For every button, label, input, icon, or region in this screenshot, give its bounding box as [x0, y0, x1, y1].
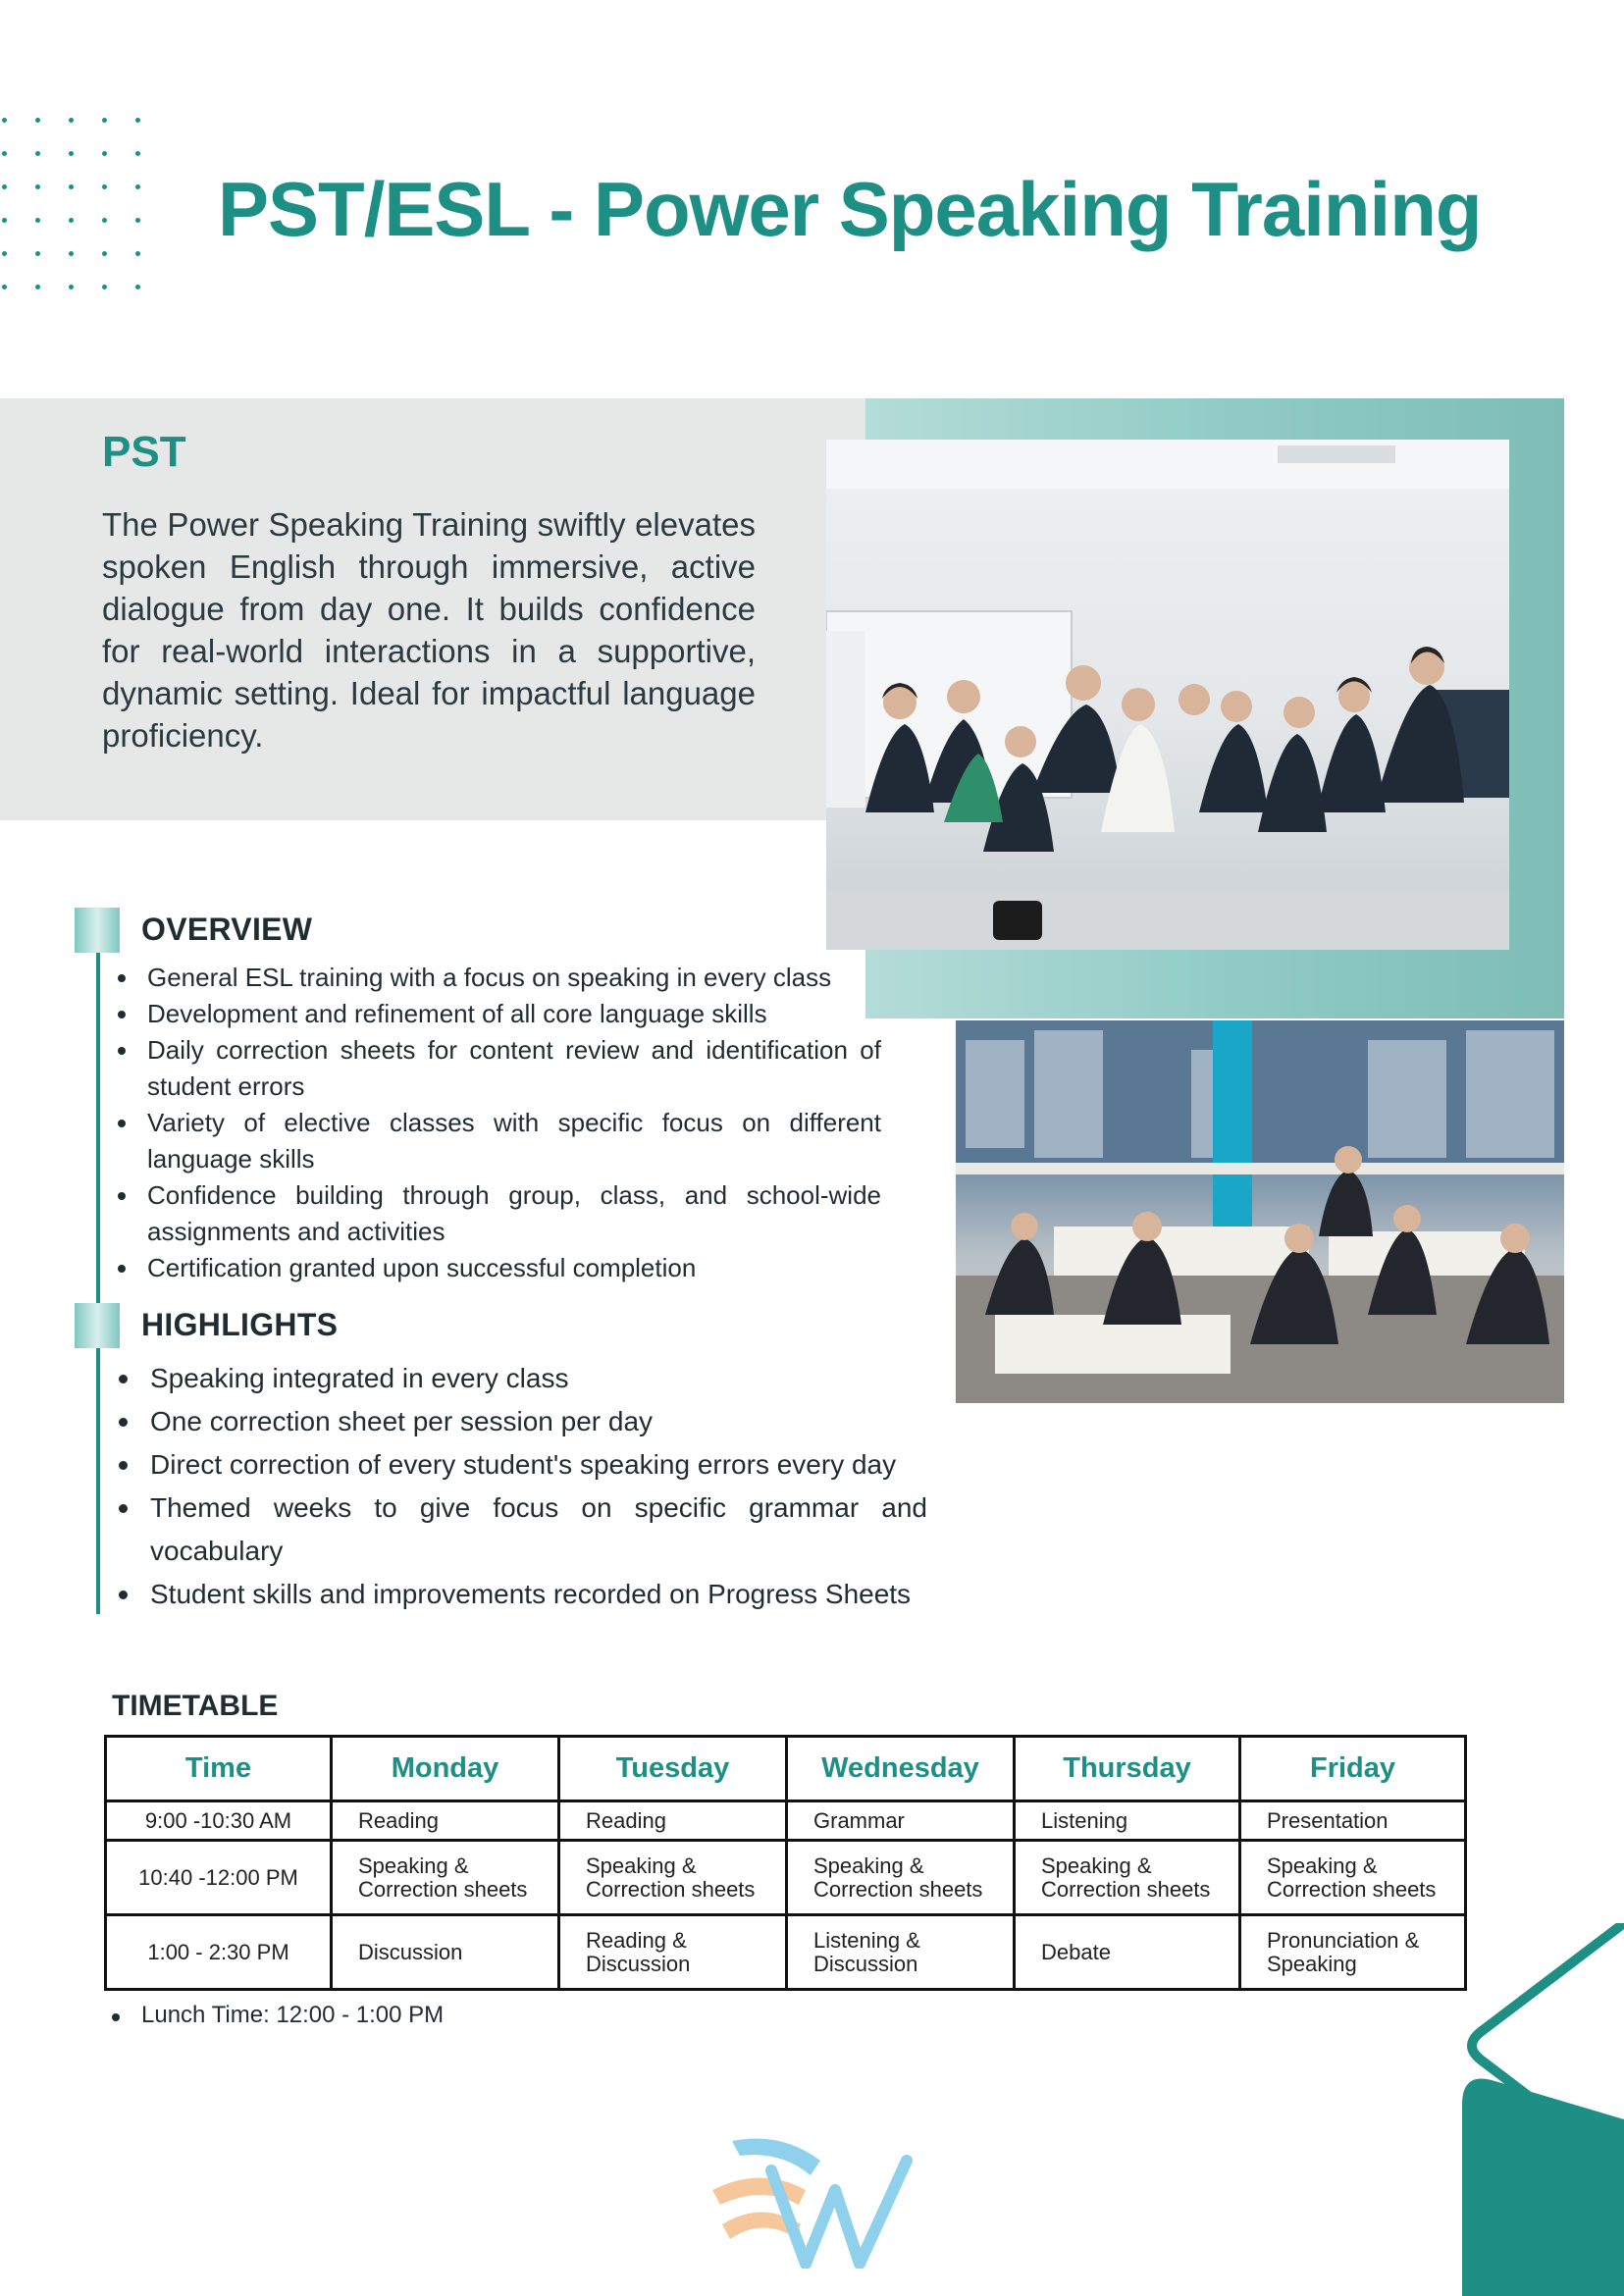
table-cell: Speaking & Correction sheets [332, 1841, 559, 1915]
lunch-note-text: Lunch Time: 12:00 - 1:00 PM [141, 2002, 445, 2028]
overview-list [147, 960, 881, 1286]
table-cell: Reading & Discussion [559, 1915, 787, 1990]
dot-grid-decoration [0, 118, 147, 294]
overview-item: Variety of elective classes with specific focus on different language skills [147, 1105, 881, 1177]
header-cell: Thursday [1015, 1737, 1240, 1801]
overview-item: Certification granted upon successful completion [147, 1250, 881, 1286]
highlights-item: Direct correction of every student's speaking errors every day [150, 1443, 927, 1487]
highlights-heading: HIGHLIGHTS [141, 1307, 339, 1342]
time-cell: 10:40 -12:00 PM [106, 1841, 332, 1915]
header-cell: Friday [1240, 1737, 1466, 1801]
timetable-heading: TIMETABLE [112, 1690, 279, 1722]
table-cell: Listening [1015, 1801, 1240, 1841]
overview-item: Development and refinement of all core language skills [147, 996, 881, 1032]
lunch-note [112, 2002, 444, 2029]
table-cell: Listening & Discussion [787, 1915, 1015, 1990]
table-cell: Discussion [332, 1915, 559, 1990]
highlights-marker-icon [75, 1303, 120, 1348]
overview-heading: OVERVIEW [141, 912, 313, 947]
table-cell: Pronunciation & Speaking [1240, 1915, 1466, 1990]
highlights-item: One correction sheet per session per day [150, 1400, 927, 1443]
highlights-item: Speaking integrated in every class [150, 1357, 927, 1400]
highlights-item: Themed weeks to give focus on specific grammar and vocabulary [150, 1487, 927, 1573]
page-title: PST/ESL - Power Speaking Training [218, 166, 1482, 252]
classroom-tables-photo [956, 1020, 1564, 1403]
overview-item: General ESL training with a focus on speaking in every class [147, 960, 881, 996]
table-cell: Speaking & Correction sheets [1015, 1841, 1240, 1915]
highlights-item: Student skills and improvements recorded on Progress Sheets [150, 1573, 927, 1616]
overview-item: Confidence building through group, class, and school-wide assignments and activities [147, 1177, 881, 1250]
table-row [106, 1801, 1466, 1841]
table-cell: Reading [332, 1801, 559, 1841]
header-cell: Time [106, 1737, 332, 1801]
overview-marker-icon [75, 908, 120, 953]
table-cell: Speaking & Correction sheets [787, 1841, 1015, 1915]
header-cell: Wednesday [787, 1737, 1015, 1801]
pst-heading: PST [102, 428, 186, 476]
table-cell: Speaking & Correction sheets [559, 1841, 787, 1915]
timetable-header-row [106, 1737, 1466, 1801]
corner-shape-decoration [1452, 1923, 1624, 2296]
w-book-logo-icon [712, 2131, 913, 2269]
overview-item: Daily correction sheets for content review and identification of student errors [147, 1032, 881, 1105]
table-cell: Debate [1015, 1915, 1240, 1990]
table-row [106, 1841, 1466, 1915]
timetable [104, 1735, 1467, 1991]
header-cell: Tuesday [559, 1737, 787, 1801]
table-cell: Reading [559, 1801, 787, 1841]
table-cell: Speaking & Correction sheets [1240, 1841, 1466, 1915]
classroom-group-photo [826, 440, 1509, 950]
highlights-list [150, 1357, 927, 1616]
table-cell: Grammar [787, 1801, 1015, 1841]
table-row [106, 1915, 1466, 1990]
time-cell: 1:00 - 2:30 PM [106, 1915, 332, 1990]
pst-description: The Power Speaking Training swiftly elevates spoken English through immersive, active dialogue from day one. It builds confidence for real-world interactions in a supportive, dynamic setting. Ideal for impactful language proficiency. [102, 506, 756, 754]
header-cell: Monday [332, 1737, 559, 1801]
table-cell: Presentation [1240, 1801, 1466, 1841]
section-accent-line [96, 932, 100, 1614]
time-cell: 9:00 -10:30 AM [106, 1801, 332, 1841]
